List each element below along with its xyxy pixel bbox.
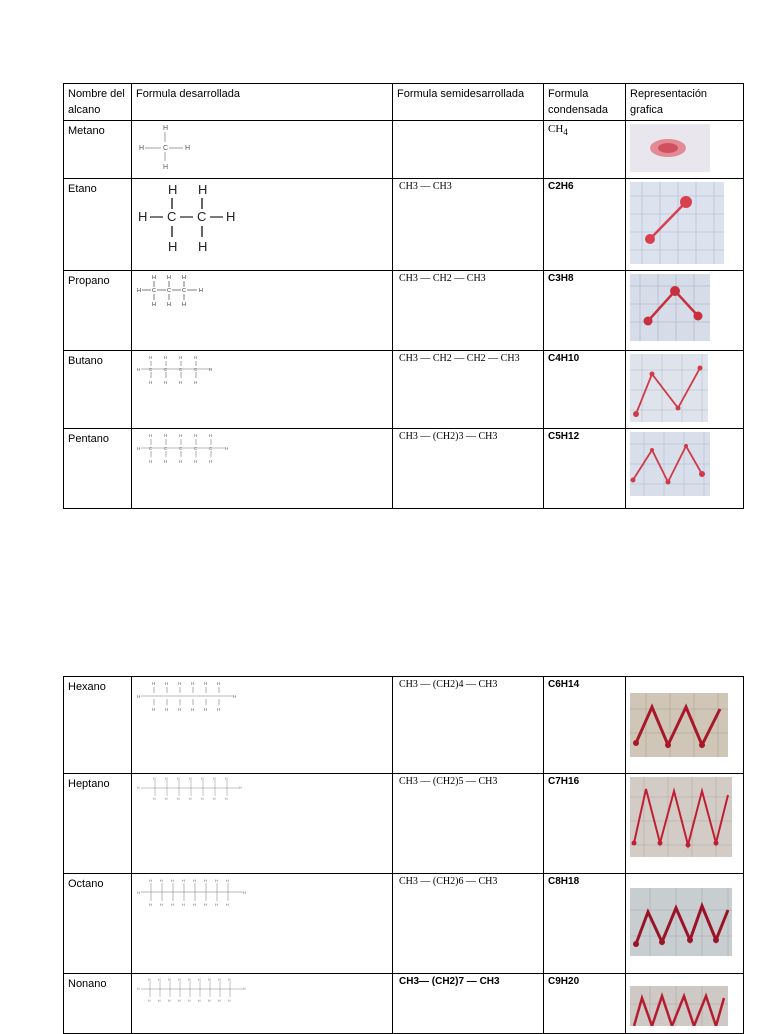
header-representacion: Representación grafica	[626, 84, 744, 121]
svg-text:H: H	[149, 902, 152, 907]
structural-formula-nonano	[132, 974, 392, 1009]
svg-text:H: H	[182, 878, 185, 883]
svg-text:H: H	[153, 777, 156, 781]
table-row	[64, 974, 744, 1034]
svg-text:H: H	[198, 239, 208, 254]
svg-text:C: C	[179, 367, 183, 372]
svg-text:H: H	[188, 999, 191, 1003]
svg-text:H: H	[139, 145, 145, 152]
svg-text:H: H	[160, 902, 163, 907]
svg-text:H: H	[228, 999, 231, 1003]
semi-formula: CH3 — (CH2)3 — CH3	[399, 431, 498, 442]
header-semidesarrollada: Formula semidesarrollada	[393, 84, 544, 121]
svg-text:H: H	[198, 978, 201, 982]
svg-text:C: C	[164, 367, 168, 372]
svg-text:H: H	[158, 999, 161, 1003]
svg-text:H: H	[168, 978, 171, 982]
svg-text:H: H	[199, 288, 203, 294]
semi-formula: CH3 — CH3	[399, 181, 452, 192]
svg-text:H: H	[239, 786, 242, 790]
svg-text:H: H	[178, 978, 181, 982]
condensed-formula: C6H14	[548, 679, 580, 690]
svg-text:H: H	[152, 681, 156, 686]
structural-formula-octano	[132, 874, 392, 915]
svg-text:H: H	[204, 707, 208, 712]
condensed-formula: C2H6	[548, 181, 574, 192]
svg-text:H: H	[168, 999, 171, 1003]
svg-text:H: H	[194, 459, 198, 464]
svg-text:H: H	[194, 380, 198, 385]
table-row	[64, 121, 744, 179]
condensed-formula: C3H8	[548, 273, 574, 284]
svg-text:H: H	[213, 777, 216, 781]
svg-text:H: H	[209, 367, 213, 372]
svg-text:C: C	[179, 446, 183, 451]
svg-text:H: H	[208, 999, 211, 1003]
svg-text:H: H	[163, 125, 169, 132]
svg-text:C: C	[182, 288, 186, 294]
svg-text:H: H	[160, 878, 163, 883]
svg-text:H: H	[171, 902, 174, 907]
svg-text:C: C	[167, 288, 171, 294]
svg-text:H: H	[182, 302, 186, 308]
svg-text:C: C	[197, 209, 207, 224]
graphic-photo-butano	[630, 354, 739, 425]
structural-formula-hexano	[132, 677, 392, 720]
svg-text:H: H	[149, 433, 153, 438]
alkane-name: Metano	[68, 125, 105, 137]
svg-text:H: H	[226, 902, 229, 907]
svg-text:C: C	[149, 367, 153, 372]
svg-text:H: H	[198, 999, 201, 1003]
svg-text:H: H	[218, 999, 221, 1003]
svg-text:H: H	[137, 987, 140, 991]
table-row	[64, 351, 744, 429]
svg-text:H: H	[149, 878, 152, 883]
table-row	[64, 429, 744, 509]
svg-text:H: H	[225, 797, 228, 801]
svg-text:H: H	[225, 446, 229, 451]
svg-text:H: H	[179, 459, 183, 464]
svg-text:H: H	[204, 681, 208, 686]
condensed-formula: C7H16	[548, 776, 580, 787]
svg-text:H: H	[218, 978, 221, 982]
condensed-formula: C9H20	[548, 976, 580, 987]
svg-text:H: H	[213, 797, 216, 801]
svg-text:H: H	[137, 367, 141, 372]
graphic-photo-nonano	[630, 986, 739, 1029]
svg-text:H: H	[215, 902, 218, 907]
svg-text:H: H	[165, 681, 169, 686]
svg-text:H: H	[149, 459, 153, 464]
svg-text:H: H	[163, 164, 169, 171]
structural-formula-metano	[132, 121, 392, 176]
svg-text:H: H	[148, 978, 151, 982]
graphic-photo-etano	[630, 182, 739, 267]
svg-text:H: H	[153, 797, 156, 801]
svg-text:H: H	[182, 902, 185, 907]
svg-text:H: H	[137, 694, 141, 699]
svg-text:H: H	[217, 681, 221, 686]
alkane-table-2	[63, 676, 744, 1034]
svg-text:H: H	[182, 275, 186, 281]
svg-text:C: C	[209, 446, 213, 451]
svg-text:H: H	[204, 878, 207, 883]
svg-text:H: H	[194, 355, 198, 360]
graphic-photo-hexano	[630, 693, 739, 760]
semi-formula: CH3 — CH2 — CH2 — CH3	[399, 353, 520, 364]
svg-text:H: H	[165, 777, 168, 781]
svg-text:H: H	[165, 707, 169, 712]
alkane-name: Etano	[68, 183, 97, 195]
condensed-formula: C8H18	[548, 876, 580, 887]
alkane-table-1	[63, 83, 744, 509]
alkane-name: Pentano	[68, 433, 109, 445]
svg-text:C: C	[152, 288, 156, 294]
table-header-row	[64, 84, 744, 121]
svg-text:H: H	[137, 890, 140, 895]
semi-formula: CH3— (CH2)7 — CH3	[399, 976, 500, 987]
header-condensada: Formula condensada	[544, 84, 626, 121]
svg-text:H: H	[188, 978, 191, 982]
svg-text:C: C	[167, 209, 177, 224]
svg-text:H: H	[168, 182, 178, 197]
svg-text:H: H	[178, 681, 182, 686]
svg-text:H: H	[177, 797, 180, 801]
svg-text:H: H	[193, 878, 196, 883]
graphic-photo-heptano	[630, 777, 739, 860]
svg-text:H: H	[137, 288, 141, 294]
alkane-name: Nonano	[68, 978, 107, 990]
svg-text:H: H	[189, 777, 192, 781]
svg-text:H: H	[164, 433, 168, 438]
semi-formula: CH3 — (CH2)6 — CH3	[399, 876, 498, 887]
table-row	[64, 677, 744, 774]
svg-text:H: H	[167, 275, 171, 281]
structural-formula-propano	[132, 271, 392, 314]
structural-formula-heptano	[132, 774, 392, 807]
svg-text:H: H	[152, 302, 156, 308]
table-row	[64, 179, 744, 271]
table-row	[64, 271, 744, 351]
semi-formula: CH3 — (CH2)5 — CH3	[399, 776, 498, 787]
svg-text:H: H	[191, 681, 195, 686]
svg-text:H: H	[164, 380, 168, 385]
alkane-name: Propano	[68, 275, 110, 287]
svg-text:H: H	[149, 380, 153, 385]
table-row	[64, 774, 744, 874]
semi-formula: CH3 — CH2 — CH3	[399, 273, 486, 284]
svg-text:H: H	[209, 459, 213, 464]
svg-text:H: H	[209, 433, 213, 438]
svg-text:H: H	[178, 707, 182, 712]
svg-text:H: H	[185, 145, 191, 152]
svg-text:H: H	[225, 777, 228, 781]
svg-text:H: H	[167, 302, 171, 308]
svg-text:H: H	[217, 707, 221, 712]
svg-text:H: H	[149, 355, 153, 360]
graphic-photo-metano	[630, 124, 739, 175]
graphic-photo-octano	[630, 888, 739, 959]
svg-text:H: H	[243, 987, 246, 991]
svg-text:H: H	[194, 433, 198, 438]
structural-formula-pentano	[132, 429, 392, 472]
svg-text:H: H	[177, 777, 180, 781]
svg-text:H: H	[152, 275, 156, 281]
svg-text:H: H	[164, 459, 168, 464]
svg-text:H: H	[138, 209, 148, 224]
svg-text:C: C	[149, 446, 153, 451]
svg-text:H: H	[137, 786, 140, 790]
header-desarrollada: Formula desarrollada	[132, 84, 393, 121]
svg-text:C: C	[194, 446, 198, 451]
graphic-photo-pentano	[630, 432, 739, 499]
structural-formula-butano	[132, 351, 392, 392]
svg-text:H: H	[168, 239, 178, 254]
alkane-name: Butano	[68, 355, 103, 367]
svg-text:H: H	[226, 878, 229, 883]
svg-text:H: H	[178, 999, 181, 1003]
svg-text:H: H	[164, 355, 168, 360]
svg-text:H: H	[243, 890, 246, 895]
graphic-photo-propano	[630, 274, 739, 344]
svg-text:H: H	[165, 797, 168, 801]
alkane-name: Octano	[68, 878, 104, 890]
svg-text:H: H	[152, 707, 156, 712]
alkane-name: Heptano	[68, 778, 110, 790]
svg-text:H: H	[191, 707, 195, 712]
svg-text:H: H	[201, 797, 204, 801]
svg-text:C: C	[164, 446, 168, 451]
svg-text:H: H	[233, 694, 237, 699]
semi-formula: CH3 — (CH2)4 — CH3	[399, 679, 498, 690]
svg-text:H: H	[171, 878, 174, 883]
semi-formula	[393, 121, 543, 123]
svg-text:C: C	[163, 145, 169, 152]
svg-text:H: H	[198, 182, 208, 197]
svg-text:H: H	[201, 777, 204, 781]
svg-text:H: H	[189, 797, 192, 801]
condensed-formula: $CH_4$	[548, 123, 568, 138]
svg-text:H: H	[226, 209, 236, 224]
svg-text:H: H	[204, 902, 207, 907]
svg-text:H: H	[228, 978, 231, 982]
svg-text:H: H	[148, 999, 151, 1003]
svg-text:H: H	[193, 902, 196, 907]
condensed-formula: C4H10	[548, 353, 580, 364]
svg-text:H: H	[179, 380, 183, 385]
table-row	[64, 874, 744, 974]
svg-text:C: C	[194, 367, 198, 372]
header-nombre: Nombre del alcano	[64, 84, 132, 121]
svg-text:H: H	[158, 978, 161, 982]
svg-text:H: H	[179, 355, 183, 360]
condensed-formula: C5H12	[548, 431, 580, 442]
svg-text:H: H	[137, 446, 141, 451]
structural-formula-etano	[132, 179, 392, 264]
alkane-name: Hexano	[68, 681, 106, 693]
svg-text:H: H	[179, 433, 183, 438]
svg-text:H: H	[215, 878, 218, 883]
svg-text:H: H	[208, 978, 211, 982]
